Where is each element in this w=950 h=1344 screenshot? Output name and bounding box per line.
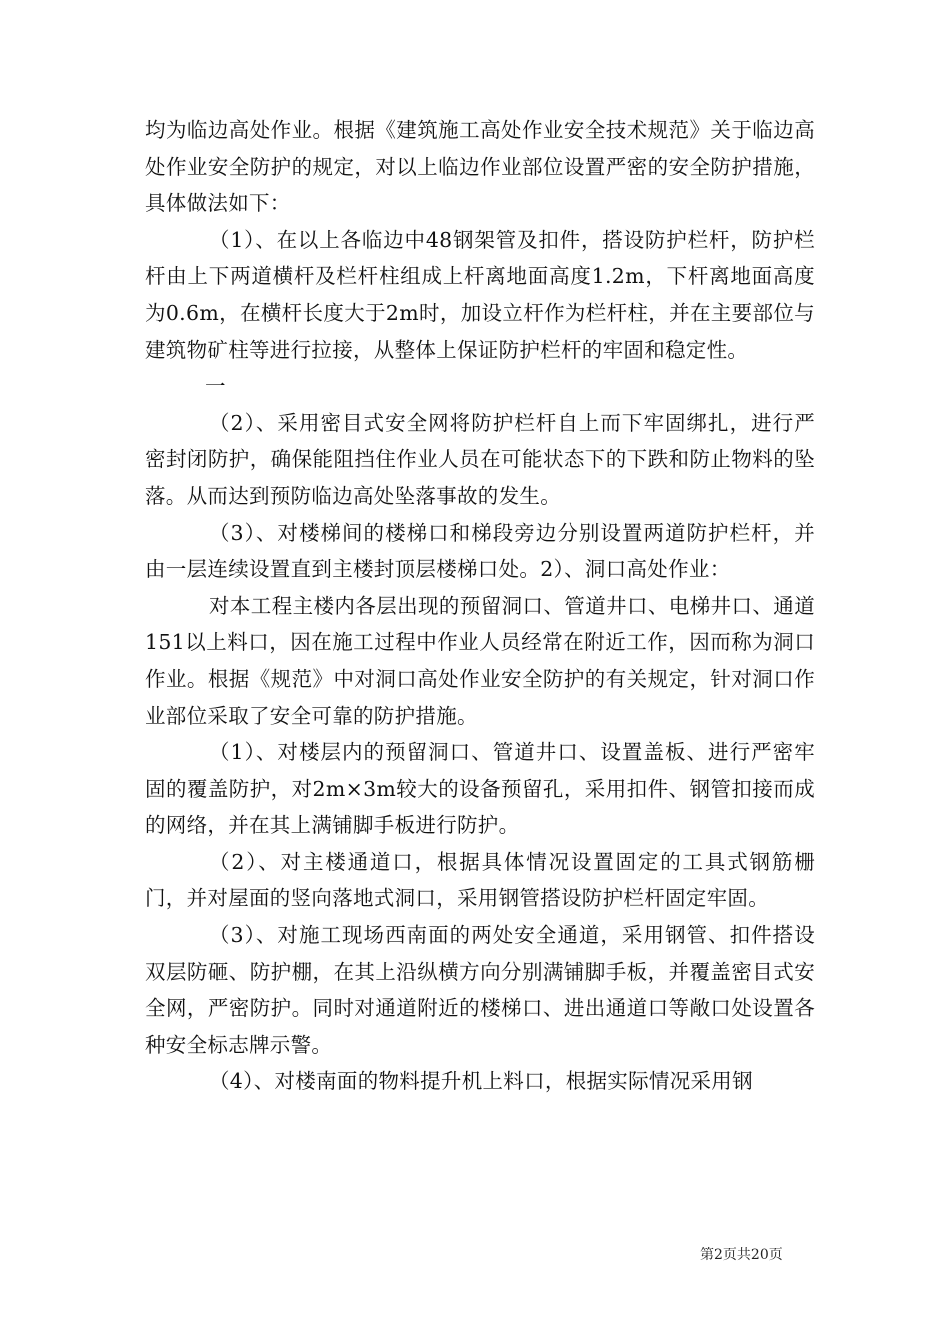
document-body <box>145 112 815 1100</box>
page-number-footer: 第2页共20页 <box>700 1247 783 1263</box>
paragraph: （2）、对主楼通道口，根据具体情况设置固定的工具式钢筋栅门，并对屋面的竖向落地式洞口，采用钢管搭设防护栏杆固定牢固。 <box>145 849 815 911</box>
paragraph: 对本工程主楼内各层出现的预留洞口、管道井口、电梯井口、通道151以上料口，因在施工过程中作业人员经常在附近工作，因而称为洞口作业。根据《规范》中对洞口高处作业安全防护的有关规定，针对洞口作业部位采取了安全可靠的防护措施。 <box>145 593 815 728</box>
paragraph: （4）、对楼南面的物料提升机上料口，根据实际情况采用钢 <box>209 1069 753 1094</box>
paragraph: 均为临边高处作业。根据《建筑施工高处作业安全技术规范》关于临边高处作业安全防护的规定，对以上临边作业部位设置严密的安全防护措施，具体做法如下： <box>145 118 815 216</box>
paragraph: （1）、对楼层内的预留洞口、管道井口、设置盖板、进行严密牢固的覆盖防护，对2m×3m较大的设备预留孔，采用扣件、钢管扣接而成的网络，并在其上满铺脚手板进行防护。 <box>145 740 815 838</box>
paragraph: （3）、对施工现场西南面的两处安全通道，采用钢管、扣件搭设双层防砸、防护棚，在其上沿纵横方向分别满铺脚手板，并覆盖密目式安全网，严密防护。同时对通道附近的楼梯口、进出通道口等敞口处设置各种安全标志牌示警。 <box>145 923 815 1057</box>
paragraph: （2）、采用密目式安全网将防护栏杆自上而下牢固绑扎，进行严密封闭防护，确保能阻挡住作业人员在可能状态下的下跌和防止物料的坠落。从而达到预防临边高处坠落事故的发生。 <box>145 410 815 508</box>
dash-line: 一 <box>205 374 226 399</box>
paragraph: （3）、对楼梯间的楼梯口和梯段旁边分别设置两道防护栏杆，并由一层连续设置直到主楼封顶层楼梯口处。2）、洞口高处作业： <box>145 520 815 582</box>
paragraph: （1）、在以上各临边中48钢架管及扣件，搭设防护栏杆，防护栏杆由上下两道横杆及栏杆柱组成上杆离地面高度1.2m，下杆离地面高度为0.6m，在横杆长度大于2m时，加设立杆作为栏杆柱，并在主要部位与建筑物矿柱等进行拉接，从整体上保证防护栏杆的牢固和稳定性。 <box>145 227 815 362</box>
